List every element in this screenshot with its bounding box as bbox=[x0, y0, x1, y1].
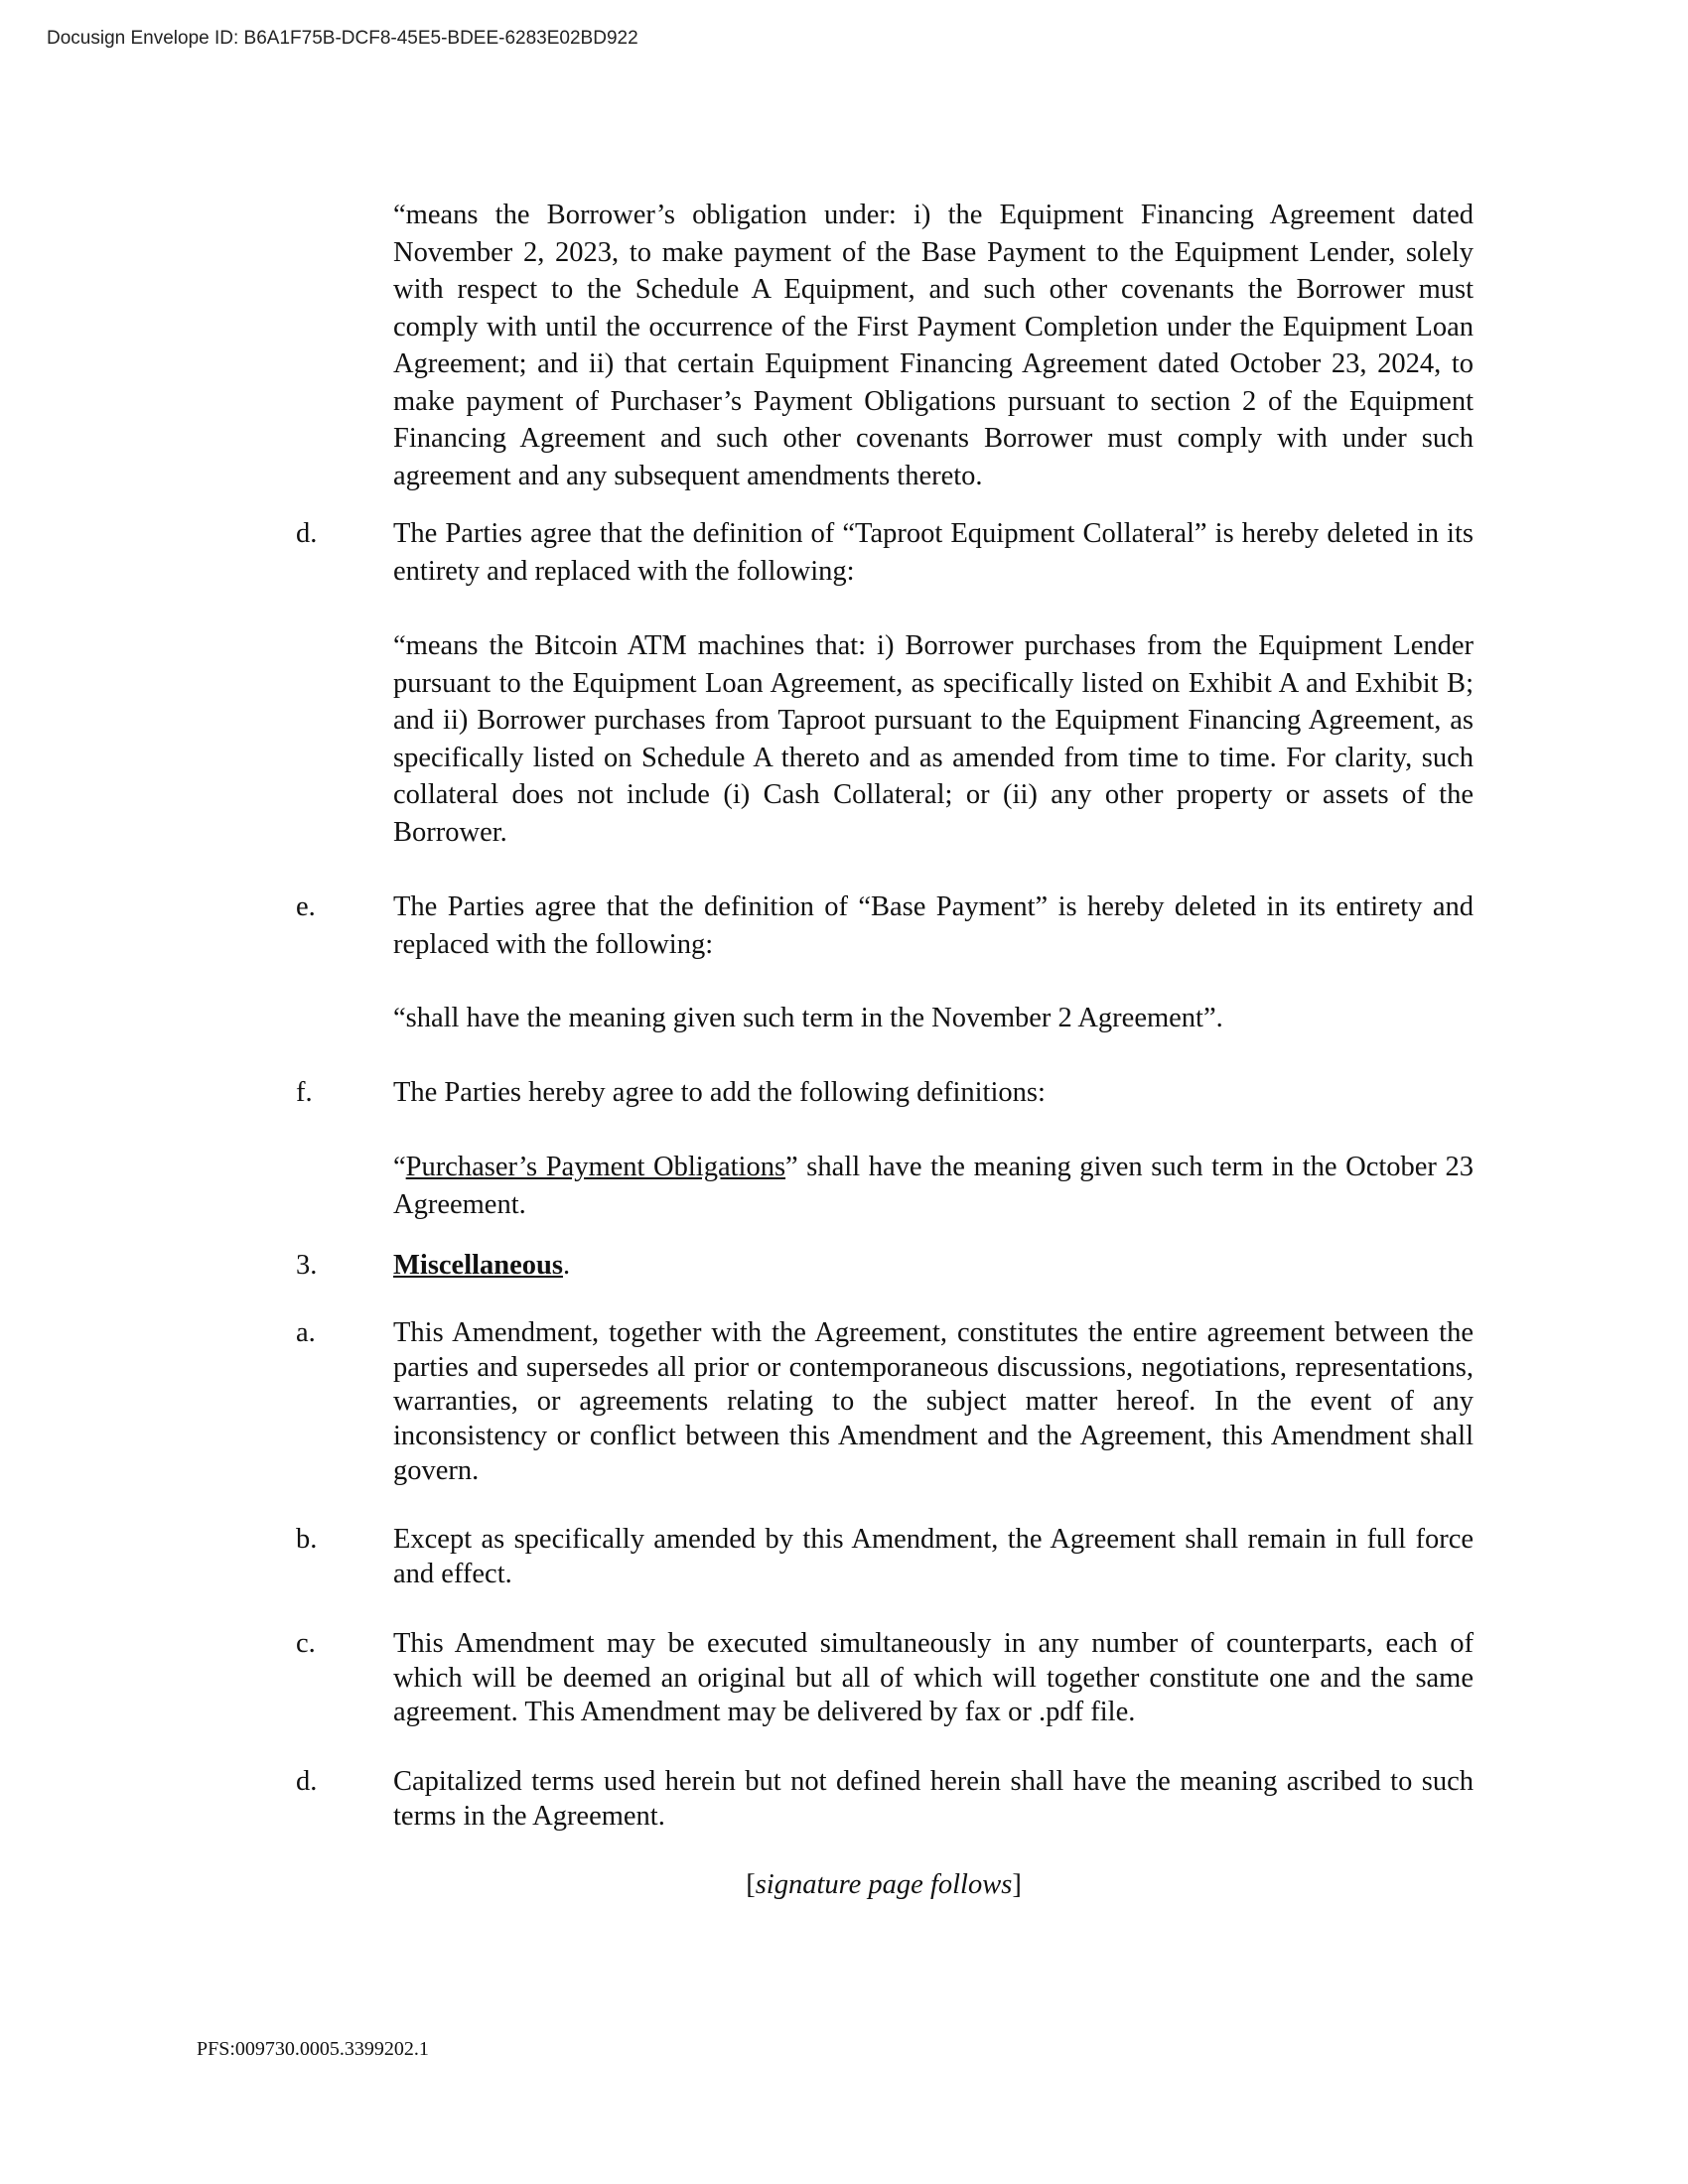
item-label: a. bbox=[296, 1317, 316, 1348]
item-label: d. bbox=[296, 518, 318, 549]
item-label: e. bbox=[296, 891, 316, 922]
section-heading bbox=[393, 1247, 1474, 1285]
defined-term: Purchaser’s Payment Obligations bbox=[405, 1152, 786, 1182]
misc-item-d: Capitalized terms used herein but not defined herein shall have the meaning ascribed to such terms in the Agreement. bbox=[393, 1766, 1474, 1832]
section-number: 3. bbox=[296, 1250, 318, 1281]
item-label: f. bbox=[296, 1077, 313, 1108]
item-label: b. bbox=[296, 1524, 318, 1555]
collateral-definition: “means the Bitcoin ATM machines that: i) Borrower purchases from the Equipment Lender pursuant to the Equipment Loan Agreement, as specifically listed on Exhibit A and Exhibit B; and ii) Borrower purchases from Taproot pursuant to the Equipment Financing Agreement, as specifically listed on Schedule A thereto and as amended from time to time. For clarity, such collateral does not include (i) Cash Collateral; or (ii) any other property or assets of the Borrower. bbox=[393, 630, 1474, 848]
quote-open: “ bbox=[393, 1152, 406, 1182]
definition-text: ” shall have the meaning given such term in the October 23 Agreement. bbox=[393, 1152, 1475, 1220]
bracket-close: ] bbox=[1012, 1869, 1022, 1900]
bracket-open: [ bbox=[746, 1869, 756, 1900]
purchaser-obligations-definition bbox=[393, 1149, 1474, 1223]
signature-note-text: signature page follows bbox=[755, 1869, 1013, 1900]
item-e-text: The Parties agree that the definition of “Base Payment” is hereby deleted in its entirety and replaced with the following: bbox=[393, 891, 1474, 960]
section-title: Miscellaneous bbox=[393, 1250, 563, 1281]
item-f-text: The Parties hereby agree to add the following definitions: bbox=[393, 1077, 1046, 1108]
section-period: . bbox=[563, 1250, 571, 1281]
item-label: c. bbox=[296, 1628, 316, 1659]
misc-item-b: Except as specifically amended by this Amendment, the Agreement shall remain in full force and effect. bbox=[393, 1524, 1474, 1589]
item-d-text: The Parties agree that the definition of “Taproot Equipment Collateral” is hereby deleted in its entirety and replaced with the following: bbox=[393, 518, 1474, 587]
item-label: d. bbox=[296, 1766, 318, 1797]
base-payment-definition: “shall have the meaning given such term in the November 2 Agreement”. bbox=[393, 1003, 1223, 1033]
misc-item-c: This Amendment may be executed simultaneously in any number of counterparts, each of which will be deemed an original but all of which will together constitute one and the same agreement. This Amendment may be delivered by fax or .pdf file. bbox=[393, 1628, 1474, 1728]
obligations-definition: “means the Borrower’s obligation under: i) the Equipment Financing Agreement dated November 2, 2023, to make payment of the Base Payment to the Equipment Lender, solely with respect to the Schedule A Equipment, and such other covenants the Borrower must comply with until the occurrence of the First Payment Completion under the Equipment Loan Agreement; and ii) that certain Equipment Financing Agreement dated October 23, 2024, to make payment of Purchaser’s Payment Obligations pursuant to section 2 of the Equipment Financing Agreement and such other covenants Borrower must comply with under such agreement and any subsequent amendments thereto. bbox=[393, 200, 1474, 491]
misc-item-a: This Amendment, together with the Agreement, constitutes the entire agreement between the parties and supersedes all prior or contemporaneous discussions, negotiations, representations, warranties, or agreements relating to the subject matter hereof. In the event of any inconsistency or conflict between this Amendment and the Agreement, this Amendment shall govern. bbox=[393, 1317, 1474, 1486]
envelope-id: Docusign Envelope ID: B6A1F75B-DCF8-45E5-BDEE-6283E02BD922 bbox=[47, 28, 638, 49]
signature-page-note bbox=[0, 1869, 1688, 1901]
document-code: PFS:009730.0005.3399202.1 bbox=[197, 2038, 429, 2060]
